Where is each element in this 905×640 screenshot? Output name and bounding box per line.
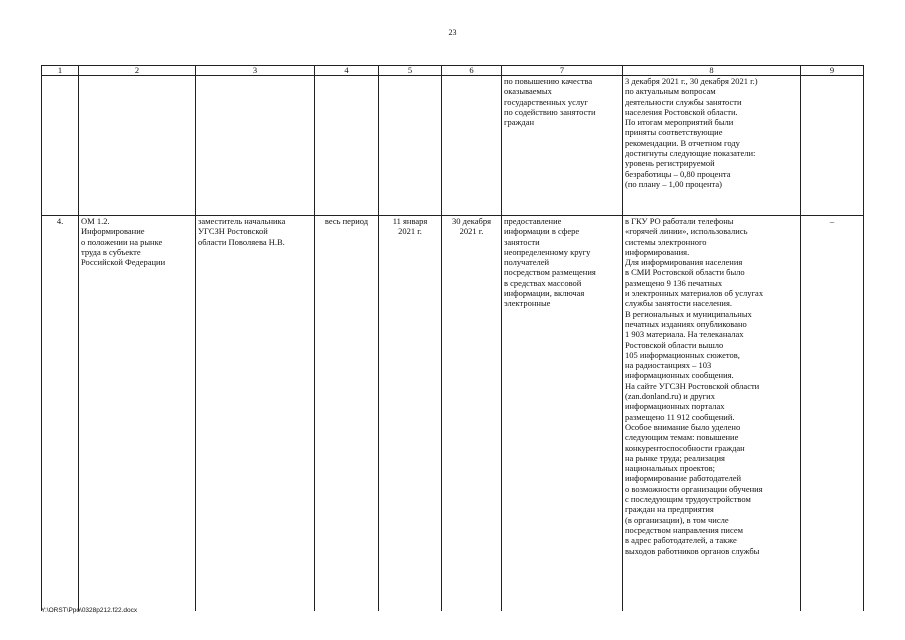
cell-start-date: [379, 216, 442, 612]
text-line: Для информирования населения: [625, 257, 743, 268]
text-line: Информирование: [81, 226, 145, 237]
header-cell-3: 3: [196, 66, 315, 76]
text-line: приняты соответствующие: [625, 127, 723, 138]
text-line: Ростовской области вышло: [625, 339, 724, 350]
text-line: информационных порталах: [625, 401, 725, 412]
text-line: области Поволяева Н.В.: [198, 236, 285, 247]
header-cell-5: 5: [379, 66, 442, 76]
cell-empty: [79, 76, 196, 216]
header-cell-6: 6: [442, 66, 502, 76]
cell-empty: [196, 76, 315, 216]
header-cell-7: 7: [502, 66, 623, 76]
cell-empty: [442, 76, 502, 216]
text-line: неопределенному кругу: [504, 246, 591, 257]
cell-empty: [801, 76, 864, 216]
text-line: ОМ 1.2.: [81, 216, 110, 226]
header-cell-9: 9: [801, 66, 864, 76]
cell-info-continued: [623, 76, 801, 216]
page-number: 23: [448, 28, 457, 37]
text-line: занятости: [504, 236, 540, 247]
text-line: размещено 9 136 печатных: [625, 277, 723, 288]
text-line: на рынке труда; реализация: [625, 452, 725, 463]
text-line: конкурентоспособности граждан: [625, 442, 745, 453]
text-line: Особое внимание было уделено: [625, 421, 741, 432]
text-line: «горячей линии», использовались: [625, 226, 748, 237]
text-line: следующим темам: повышение: [625, 432, 739, 443]
text-line: 1 903 материала. На телеканалах: [625, 329, 744, 340]
text-line: получателей: [504, 257, 550, 268]
text-line: (в организации), в том числе: [625, 514, 729, 525]
text-line: 3 декабря 2021 г., 30 декабря 2021 г.): [625, 76, 758, 86]
text-line: населения Ростовской области.: [625, 106, 738, 117]
header-cell-2: 2: [79, 66, 196, 76]
text-line: уровень регистрируемой: [625, 158, 715, 169]
text-line: государственных услуг: [504, 96, 588, 107]
header-cell-4: 4: [315, 66, 379, 76]
text-line: 30 декабря: [452, 216, 491, 226]
text-line: с последующим трудоустройством: [625, 494, 751, 505]
cell-empty: [42, 76, 79, 216]
text-line: по повышению качества: [504, 76, 593, 86]
text-line: и электронных материалов об услугах: [625, 288, 764, 299]
text-line: оказываемых: [504, 86, 552, 97]
text-line: Российской Федерации: [81, 257, 166, 268]
text-line: 11 января: [392, 216, 428, 226]
text-line: в средствах массовой: [504, 277, 582, 288]
text-line: 2021 г.: [398, 226, 422, 237]
text-line: на радиостанциях – 103: [625, 360, 712, 371]
header-cell-8: 8: [623, 66, 801, 76]
cell-notes: –: [801, 216, 864, 612]
cell-execution-info: [623, 216, 801, 612]
text-line: предоставление: [504, 216, 562, 226]
header-row: [42, 66, 864, 76]
cell-empty: [379, 76, 442, 216]
text-line: информирования.: [625, 246, 690, 257]
text-line: в адрес работодателей, а также: [625, 535, 737, 546]
text-line: по содействию занятости: [504, 106, 596, 117]
cell-row-number: 4.: [42, 216, 79, 612]
cell-result-continued: [502, 76, 623, 216]
cell-expected-result: [502, 216, 623, 612]
text-line: По итогам мероприятий были: [625, 117, 734, 128]
text-line: службы занятости населения.: [625, 298, 733, 309]
text-line: о возможности организации обучения: [625, 483, 763, 494]
text-line: граждан на предприятия: [625, 504, 714, 515]
table-row-continued: [42, 76, 864, 216]
text-line: о положении на рынке: [81, 236, 163, 247]
text-line: размещено 11 912 сообщений.: [625, 411, 735, 422]
text-line: информации в сфере: [504, 226, 580, 237]
cell-period: весь период: [315, 216, 379, 612]
cell-event-name: [79, 216, 196, 612]
text-line: печатных изданиях опубликовано: [625, 318, 747, 329]
text-line: электронные: [504, 298, 551, 309]
text-line: выходов работников органов службы: [625, 545, 760, 556]
text-line: (по плану – 1,00 процента): [625, 178, 722, 189]
text-line: заместитель начальника: [198, 216, 286, 226]
text-line: национальных проектов;: [625, 463, 715, 474]
text-line: рекомендации. В отчетном году: [625, 137, 740, 148]
text-line: достигнуты следующие показатели:: [625, 148, 756, 159]
text-line: труда в субъекте: [81, 246, 141, 257]
file-path-footer: Y:\ORST\Ppo\0328p212.f22.docx: [41, 607, 138, 614]
text-line: информации, включая: [504, 288, 585, 299]
text-line: информирование работодателей: [625, 473, 742, 484]
text-line: по актуальным вопросам: [625, 86, 716, 97]
text-line: системы электронного: [625, 236, 707, 247]
text-line: 105 информационных сюжетов,: [625, 349, 740, 360]
table-row-4: [42, 216, 864, 612]
text-line: безработицы – 0,80 процента: [625, 168, 731, 179]
text-line: граждан: [504, 117, 535, 128]
text-line: (zan.donland.ru) и других: [625, 391, 715, 402]
text-line: посредством размещения: [504, 267, 596, 278]
text-line: 2021 г.: [459, 226, 484, 237]
text-line: В региональных и муниципальных: [625, 308, 752, 319]
cell-end-date: [442, 216, 502, 612]
text-line: информационных сообщения.: [625, 370, 734, 381]
text-line: деятельности службы занятости: [625, 96, 742, 107]
text-line: УГСЗН Ростовской: [198, 226, 268, 237]
header-cell-1: 1: [42, 66, 79, 76]
text-line: На сайте УГСЗН Ростовской области: [625, 380, 760, 391]
cell-empty: [315, 76, 379, 216]
text-line: в ГКУ РО работали телефоны: [625, 216, 734, 226]
report-table: [41, 65, 864, 611]
text-line: в СМИ Ростовской области было: [625, 267, 745, 278]
text-line: посредством направления писем: [625, 524, 744, 535]
cell-responsible: [196, 216, 315, 612]
